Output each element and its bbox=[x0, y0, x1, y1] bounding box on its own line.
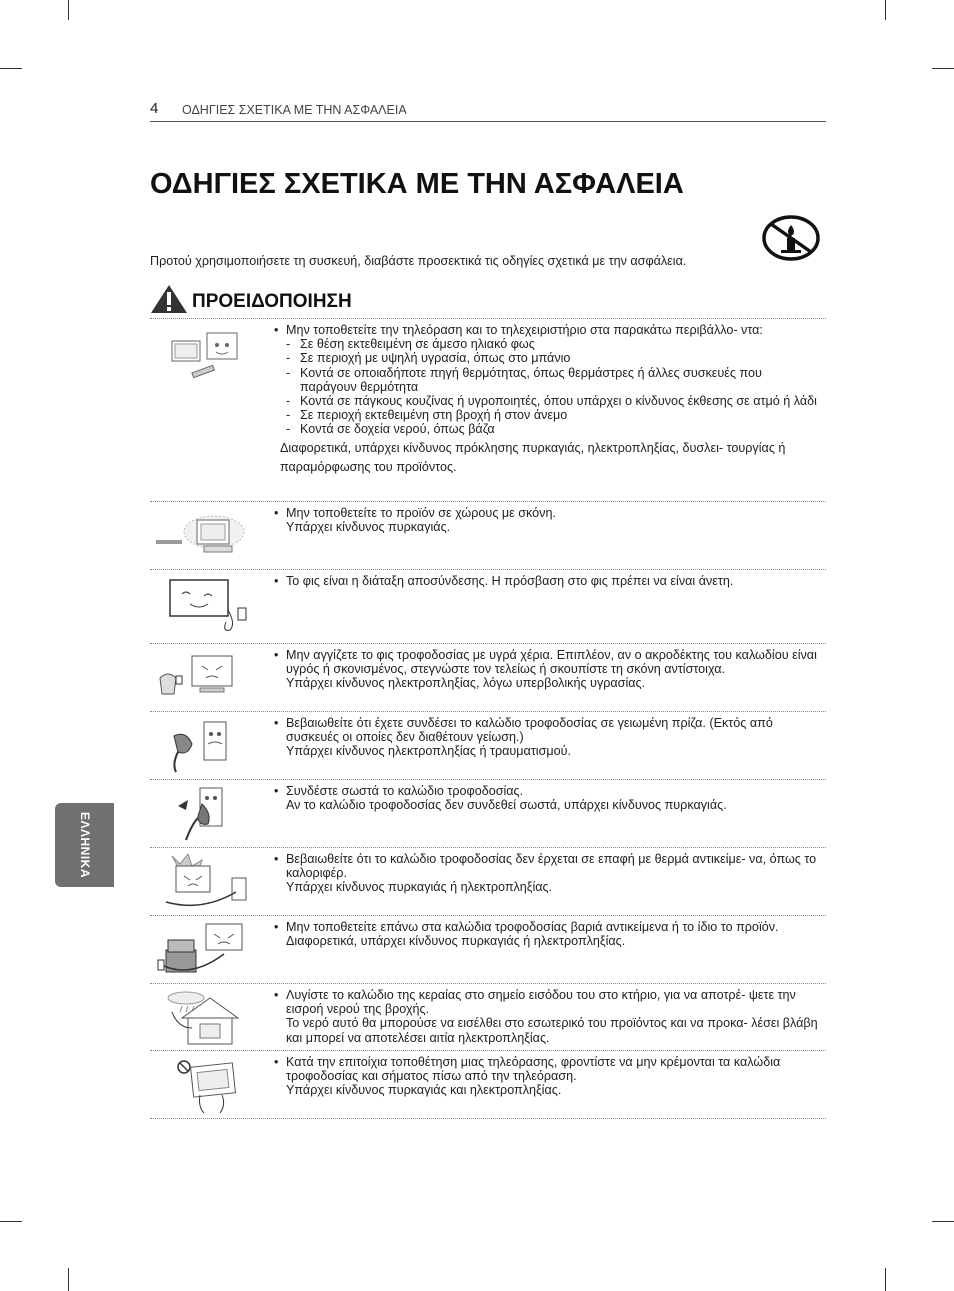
warning-row bbox=[150, 847, 826, 915]
warning-row bbox=[150, 569, 826, 643]
warning-consequence: Το νερό αυτό θα μπορούσε να εισέλθει στο εσωτερικό του προϊόντος και να προκα- λέσει βλάβη και μπορεί να αποτελέσει αιτία ηλεκτροπληξίας. bbox=[286, 1016, 818, 1045]
wet-hands-plug-illustration bbox=[152, 648, 252, 708]
tv-environment-illustration bbox=[152, 323, 252, 383]
sub-item: - Σε περιοχή με υψηλή υγρασία, όπως στο μπάνιο bbox=[274, 351, 822, 365]
sub-item: - Σε θέση εκτεθειμένη σε άμεσο ηλιακό φως bbox=[274, 337, 822, 351]
warning-row bbox=[150, 501, 826, 569]
warning-text: • Μην τοποθετείτε το προϊόν σε χώρους με σκόνη. bbox=[274, 506, 822, 520]
crop-mark bbox=[0, 68, 22, 69]
warning-triangle-icon bbox=[150, 284, 188, 314]
warning-text: • Μην τοποθετείτε επάνω στα καλώδια τροφοδοσίας βαριά αντικείμενα ή το ίδιο το προϊόν. bbox=[274, 920, 822, 934]
warning-row bbox=[150, 643, 826, 711]
warning-row bbox=[150, 711, 826, 779]
sub-item: - Κοντά σε πάγκους κουζίνας ή υγροποιητές, όπου υπάρχει ο κίνδυνος έκθεσης σε ατμό ή λάδι bbox=[274, 394, 822, 408]
warning-text: • Βεβαιωθείτε ότι το καλώδιο τροφοδοσίας δεν έρχεται σε επαφή με θερμά αντικείμε- να, όπως το καλοριφέρ. bbox=[274, 852, 822, 880]
warning-text: • Λυγίστε το καλώδιο της κεραίας στο σημείο εισόδου του στο κτήριο, για να αποτρέ- ψετε την εισροή νερού της βροχής. bbox=[274, 988, 822, 1016]
cord-heat-illustration bbox=[152, 852, 252, 912]
warning-consequence: Υπάρχει κίνδυνος πυρκαγιάς ή ηλεκτροπληξίας. bbox=[286, 880, 553, 895]
plug-connection-illustration bbox=[152, 784, 252, 844]
no-open-flame-icon bbox=[762, 214, 820, 262]
page-title: ΟΔΗΓΙΕΣ ΣΧΕΤΙΚΑ ΜΕ ΤΗΝ ΑΣΦΑΛΕΙΑ bbox=[150, 168, 684, 200]
warning-row bbox=[150, 1050, 826, 1119]
wall-mount-cables-illustration bbox=[152, 1055, 252, 1115]
warning-consequence: Αν το καλώδιο τροφοδοσίας δεν συνδεθεί σωστά, υπάρχει κίνδυνος πυρκαγιάς. bbox=[286, 798, 727, 813]
warning-row bbox=[150, 915, 826, 983]
warning-text: • Μην αγγίζετε το φις τροφοδοσίας με υγρά χέρια. Επιπλέον, αν ο ακροδέκτης του καλωδίου είναι υγρός ή σκονισμένος, στεγνώστε τον τελείως ή σκουπίστε τη σκόνη αντίστοιχα. bbox=[274, 648, 822, 676]
warning-text: • Κατά την επιτοίχια τοποθέτηση μιας τηλεόρασης, φροντίστε να μην κρέμονται τα καλώδια τροφοδοσίας και σήματος πίσω από την τηλεόραση. bbox=[274, 1055, 822, 1083]
warning-row bbox=[150, 983, 826, 1050]
intro-text: Προτού χρησιμοποιήσετε τη συσκευή, διαβάστε προσεκτικά τις οδηγίες σχετικά με την ασφάλεια. bbox=[150, 254, 687, 268]
running-header: ΟΔΗΓΙΕΣ ΣΧΕΤΙΚΑ ΜΕ ΤΗΝ ΑΣΦΑΛΕΙΑ bbox=[182, 103, 407, 117]
warning-text: • Βεβαιωθείτε ότι έχετε συνδέσει το καλώδιο τροφοδοσίας σε γειωμένη πρίζα. (Εκτός από συσκευές οι οποίες δεν διαθέτουν γείωση.) bbox=[274, 716, 822, 744]
plug-disconnect-illustration bbox=[152, 574, 252, 634]
header-rule bbox=[150, 121, 826, 122]
language-tab-label: ΕΛΛΗΝΙΚΑ bbox=[78, 811, 92, 879]
warning-consequence: Υπάρχει κίνδυνος πυρκαγιάς. bbox=[286, 520, 451, 535]
warning-consequence: Διαφορετικά, υπάρχει κίνδυνος πρόκλησης πυρκαγιάς, ηλεκτροπληξίας, δυσλει- τουργίας ή παραμόρφωσης του προϊόντος. bbox=[280, 440, 786, 474]
sub-item: - Σε περιοχή εκτεθειμένη στη βροχή ή στον άνεμο bbox=[274, 408, 822, 422]
warning-row bbox=[150, 779, 826, 847]
warning-consequence: Υπάρχει κίνδυνος ηλεκτροπληξίας ή τραυματισμού. bbox=[286, 744, 572, 759]
warning-consequence: Διαφορετικά, υπάρχει κίνδυνος πυρκαγιάς ή ηλεκτροπληξίας. bbox=[286, 934, 626, 949]
crop-mark bbox=[885, 1268, 886, 1291]
sub-item: - Κοντά σε οποιαδήποτε πηγή θερμότητας, όπως θερμάστρες ή άλλες συσκευές που παράγουν θερμότητα bbox=[274, 366, 822, 394]
warning-text: • Μην τοποθετείτε την τηλεόραση και το τηλεχειριστήριο στα παρακάτω περιβάλλο- ντα: bbox=[274, 323, 822, 337]
warning-text: • Το φις είναι η διάταξη αποσύνδεσης. Η πρόσβαση στο φις πρέπει να είναι άνετη. bbox=[274, 574, 822, 588]
heavy-object-on-cord-illustration bbox=[152, 920, 252, 980]
page-number: 4 bbox=[150, 100, 159, 117]
dusty-tv-illustration bbox=[152, 506, 252, 566]
crop-mark bbox=[0, 1221, 22, 1222]
crop-mark bbox=[68, 0, 69, 20]
sub-item: - Κοντά σε δοχεία νερού, όπως βάζα bbox=[274, 422, 822, 436]
warning-consequence: Υπάρχει κίνδυνος πυρκαγιάς και ηλεκτροπληξίας. bbox=[286, 1083, 562, 1098]
warning-heading: ΠΡΟΕΙΔΟΠΟΙΗΣΗ bbox=[192, 291, 352, 312]
warning-row bbox=[150, 318, 826, 501]
crop-mark bbox=[932, 68, 954, 69]
crop-mark bbox=[932, 1221, 954, 1222]
warning-consequence: Υπάρχει κίνδυνος ηλεκτροπληξίας, λόγω υπερβολικής υγρασίας. bbox=[286, 676, 646, 691]
crop-mark bbox=[885, 0, 886, 20]
grounded-outlet-illustration bbox=[152, 716, 252, 776]
antenna-cable-rain-illustration bbox=[152, 988, 252, 1048]
crop-mark bbox=[68, 1268, 69, 1291]
warning-text: • Συνδέστε σωστά το καλώδιο τροφοδοσίας. bbox=[274, 784, 822, 798]
